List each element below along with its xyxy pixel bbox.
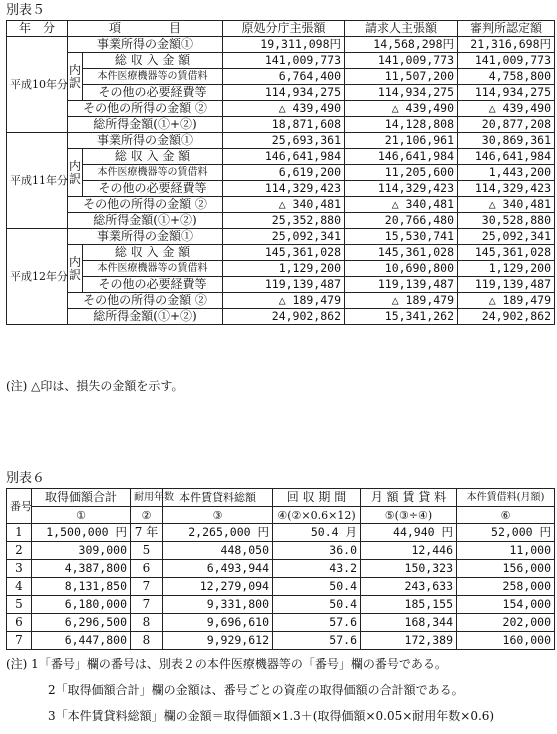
- t6-cell: 1: [7, 524, 32, 542]
- t6-cell: 12,279,094: [163, 578, 273, 596]
- t6-cell: 2: [7, 542, 32, 560]
- t6-cell: 36.0: [273, 542, 361, 560]
- amount-cell: 20,877,208: [458, 117, 555, 133]
- table5: [6, 20, 555, 325]
- amount-cell: 146,641,984: [345, 149, 458, 165]
- table6-note-1: (注) 1「番号」欄の番号は、別表２の本件医療機器等の「番号」欄の番号である。: [6, 657, 447, 671]
- header-year: 年 分: [7, 21, 68, 37]
- t6-cell: 8: [131, 614, 163, 632]
- amount-cell: 21,316,698円: [458, 37, 555, 53]
- t6-cell: 50.4: [273, 596, 361, 614]
- t6-cell: 8: [131, 632, 163, 650]
- table5-row-business-income: [7, 229, 555, 245]
- amount-cell: 1,443,200: [458, 165, 555, 181]
- t6-cell: 2,265,000 円: [163, 524, 273, 542]
- table6-note-3: 3「本件賃貸料総額」欄の金額＝取得価額×1.3＋(取得価額×0.05×耐用年数×0.6): [48, 709, 495, 723]
- table6-header-row: [7, 489, 555, 507]
- amount-cell: 114,934,275: [223, 85, 345, 101]
- table5-row-business-income: [7, 37, 555, 53]
- t6-cell: 3: [7, 560, 32, 578]
- t6-cell: 168,344: [361, 614, 457, 632]
- t6-cell: 7: [7, 632, 32, 650]
- amount-cell: △ 439,490: [223, 101, 345, 117]
- amount-cell: 15,530,741: [345, 229, 458, 245]
- table5-row-lease-expense: [7, 69, 555, 85]
- t6-cell: 160,000: [457, 632, 555, 650]
- t6-cell: 9,696,610: [163, 614, 273, 632]
- amount-cell: 119,139,487: [345, 277, 458, 293]
- amount-cell: 145,361,028: [223, 245, 345, 261]
- year-cell: 平成10年分: [7, 37, 68, 133]
- t6-cell: 202,000: [457, 614, 555, 632]
- amount-cell: △ 189,479: [345, 293, 458, 309]
- table5-row-lease-expense: [7, 261, 555, 277]
- t6-header-acq: 取得価額合計: [32, 489, 131, 507]
- table5-row-total-income: [7, 117, 555, 133]
- row-label: 事業所得の金額①: [68, 37, 223, 53]
- table5-header-row: [7, 21, 555, 37]
- header-original: 原処分庁主張額: [223, 21, 345, 37]
- amount-cell: 15,341,262: [345, 309, 458, 325]
- amount-cell: 146,641,984: [223, 149, 345, 165]
- amount-cell: 25,352,880: [223, 213, 345, 229]
- amount-cell: 14,128,808: [345, 117, 458, 133]
- amount-cell: 1,129,200: [223, 261, 345, 277]
- table5-row-total-income: [7, 213, 555, 229]
- table5-row-other-expenses: [7, 277, 555, 293]
- table5-row-other-income: [7, 293, 555, 309]
- row-label: 事業所得の金額①: [68, 229, 223, 245]
- t6-cell: 8,131,850: [32, 578, 131, 596]
- row-label: 本件医療機器等の賃借料: [83, 261, 223, 277]
- table5-row-other-income: [7, 197, 555, 213]
- year-cell: 平成11年分: [7, 133, 68, 229]
- table6: [6, 488, 555, 650]
- t6-header-number: 番号: [7, 489, 32, 524]
- row-label: 総所得金額(①+②): [68, 309, 223, 325]
- amount-cell: 25,092,341: [458, 229, 555, 245]
- row-label: その他の所得の金額 ②: [68, 101, 223, 117]
- row-label: 総所得金額(①+②): [68, 213, 223, 229]
- amount-cell: △ 189,479: [458, 293, 555, 309]
- t6-cell: 6,493,944: [163, 560, 273, 578]
- table5-row-total-revenue: [7, 245, 555, 261]
- t6-sub-rent: ⑥: [457, 507, 555, 524]
- t6-cell: 12,446: [361, 542, 457, 560]
- t6-cell: 52,000 円: [457, 524, 555, 542]
- table5-row-other-expenses: [7, 181, 555, 197]
- table6-row: [7, 578, 555, 596]
- t6-header-life: 耐用年数: [131, 489, 163, 507]
- row-label: 本件医療機器等の賃借料: [83, 69, 223, 85]
- amount-cell: 18,871,608: [223, 117, 345, 133]
- header-item: 項 目: [68, 21, 223, 37]
- t6-cell: 1,500,000 円: [32, 524, 131, 542]
- t6-cell: 5: [131, 542, 163, 560]
- amount-cell: △ 340,481: [345, 197, 458, 213]
- year-cell: 平成12年分: [7, 229, 68, 325]
- amount-cell: 114,329,423: [458, 181, 555, 197]
- row-label: 本件医療機器等の賃借料: [83, 165, 223, 181]
- amount-cell: △ 439,490: [345, 101, 458, 117]
- amount-cell: 146,641,984: [458, 149, 555, 165]
- amount-cell: 14,568,298円: [345, 37, 458, 53]
- table5-row-other-income: [7, 101, 555, 117]
- t6-sub-period: ④(②×0.6×12): [273, 507, 361, 524]
- row-label: その他の必要経費等: [83, 277, 223, 293]
- t6-header-period: 回 収 期 間: [273, 489, 361, 507]
- t6-header-monthly: 月 額 賃 貸 料: [361, 489, 457, 507]
- t6-cell: 185,155: [361, 596, 457, 614]
- amount-cell: 119,139,487: [458, 277, 555, 293]
- t6-cell: 7: [131, 596, 163, 614]
- row-label: 総 収 入 金 額: [83, 53, 223, 69]
- amount-cell: 4,758,800: [458, 69, 555, 85]
- amount-cell: 145,361,028: [458, 245, 555, 261]
- amount-cell: 141,009,773: [345, 53, 458, 69]
- t6-header-rent: 本件賃借料(月額): [457, 489, 555, 507]
- table5-row-business-income: [7, 133, 555, 149]
- amount-cell: 21,106,961: [345, 133, 458, 149]
- table5-title: 別表５: [6, 3, 46, 18]
- t6-sub-life: ②: [131, 507, 163, 524]
- t6-cell: 156,000: [457, 560, 555, 578]
- t6-cell: 50.4 月: [273, 524, 361, 542]
- table6-header-subrow: [7, 507, 555, 524]
- t6-cell: 172,389: [361, 632, 457, 650]
- row-label: その他の必要経費等: [83, 85, 223, 101]
- amount-cell: △ 340,481: [223, 197, 345, 213]
- table6-row: [7, 614, 555, 632]
- table6-row: [7, 542, 555, 560]
- t6-sub-lease-total: ③: [163, 507, 273, 524]
- amount-cell: 11,205,600: [345, 165, 458, 181]
- amount-cell: 145,361,028: [345, 245, 458, 261]
- amount-cell: 141,009,773: [458, 53, 555, 69]
- table6-row: [7, 596, 555, 614]
- row-label: 総 収 入 金 額: [83, 245, 223, 261]
- amount-cell: △ 340,481: [458, 197, 555, 213]
- amount-cell: 114,934,275: [345, 85, 458, 101]
- row-label: その他の必要経費等: [83, 181, 223, 197]
- t6-cell: 448,050: [163, 542, 273, 560]
- table5-row-total-revenue: [7, 149, 555, 165]
- t6-cell: 6: [7, 614, 32, 632]
- row-label: その他の所得の金額 ②: [68, 197, 223, 213]
- table6-row: [7, 632, 555, 650]
- amount-cell: 19,311,098円: [223, 37, 345, 53]
- t6-cell: 258,000: [457, 578, 555, 596]
- t6-cell: 5: [7, 596, 32, 614]
- amount-cell: 114,934,275: [458, 85, 555, 101]
- t6-cell: 50.4: [273, 578, 361, 596]
- amount-cell: △ 189,479: [223, 293, 345, 309]
- table6-row: [7, 560, 555, 578]
- amount-cell: 6,619,200: [223, 165, 345, 181]
- table5-row-total-income: [7, 309, 555, 325]
- table6-note-2: 2「取得価額合計」欄の金額は、番号ごとの資産の取得価額の合計額である。: [48, 683, 464, 697]
- t6-cell: 6: [131, 560, 163, 578]
- amount-cell: △ 439,490: [458, 101, 555, 117]
- t6-sub-acq: ①: [32, 507, 131, 524]
- t6-cell: 43.2: [273, 560, 361, 578]
- table5-row-lease-expense: [7, 165, 555, 181]
- table6-title: 別表６: [6, 471, 46, 486]
- row-label: 事業所得の金額①: [68, 133, 223, 149]
- t6-cell: 4,387,800: [32, 560, 131, 578]
- amount-cell: 114,329,423: [345, 181, 458, 197]
- header-claimant: 請求人主張額: [345, 21, 458, 37]
- t6-cell: 4: [7, 578, 32, 596]
- amount-cell: 114,329,423: [223, 181, 345, 197]
- t6-cell: 9,929,612: [163, 632, 273, 650]
- t6-cell: 243,633: [361, 578, 457, 596]
- t6-cell: 309,000: [32, 542, 131, 560]
- amount-cell: 25,693,361: [223, 133, 345, 149]
- table5-row-other-expenses: [7, 85, 555, 101]
- amount-cell: 11,507,200: [345, 69, 458, 85]
- table6-row: [7, 524, 555, 542]
- amount-cell: 24,902,862: [223, 309, 345, 325]
- table5-note: (注) △印は、損失の金額を示す。: [6, 379, 184, 393]
- amount-cell: 6,764,400: [223, 69, 345, 85]
- t6-cell: 150,323: [361, 560, 457, 578]
- naiyaku-label: 内訳: [68, 149, 83, 197]
- amount-cell: 30,869,361: [458, 133, 555, 149]
- amount-cell: 141,009,773: [223, 53, 345, 69]
- table5-row-total-revenue: [7, 53, 555, 69]
- amount-cell: 30,528,880: [458, 213, 555, 229]
- t6-cell: 44,940 円: [361, 524, 457, 542]
- amount-cell: 1,129,200: [458, 261, 555, 277]
- row-label: 総所得金額(①+②): [68, 117, 223, 133]
- naiyaku-label: 内訳: [68, 53, 83, 101]
- naiyaku-label: 内訳: [68, 245, 83, 293]
- t6-header-lease-total: 本件賃貸料総額: [163, 489, 273, 507]
- t6-cell: 7: [131, 578, 163, 596]
- t6-cell: 7 年: [131, 524, 163, 542]
- t6-cell: 6,447,800: [32, 632, 131, 650]
- row-label: 総 収 入 金 額: [83, 149, 223, 165]
- t6-cell: 57.6: [273, 632, 361, 650]
- t6-cell: 154,000: [457, 596, 555, 614]
- t6-cell: 9,331,800: [163, 596, 273, 614]
- amount-cell: 10,690,800: [345, 261, 458, 277]
- amount-cell: 24,902,862: [458, 309, 555, 325]
- t6-cell: 6,296,500: [32, 614, 131, 632]
- header-tribunal: 審判所認定額: [458, 21, 555, 37]
- amount-cell: 119,139,487: [223, 277, 345, 293]
- t6-cell: 57.6: [273, 614, 361, 632]
- t6-sub-monthly: ⑤(③÷④): [361, 507, 457, 524]
- row-label: その他の所得の金額 ②: [68, 293, 223, 309]
- t6-cell: 11,000: [457, 542, 555, 560]
- t6-cell: 6,180,000: [32, 596, 131, 614]
- amount-cell: 25,092,341: [223, 229, 345, 245]
- amount-cell: 20,766,480: [345, 213, 458, 229]
